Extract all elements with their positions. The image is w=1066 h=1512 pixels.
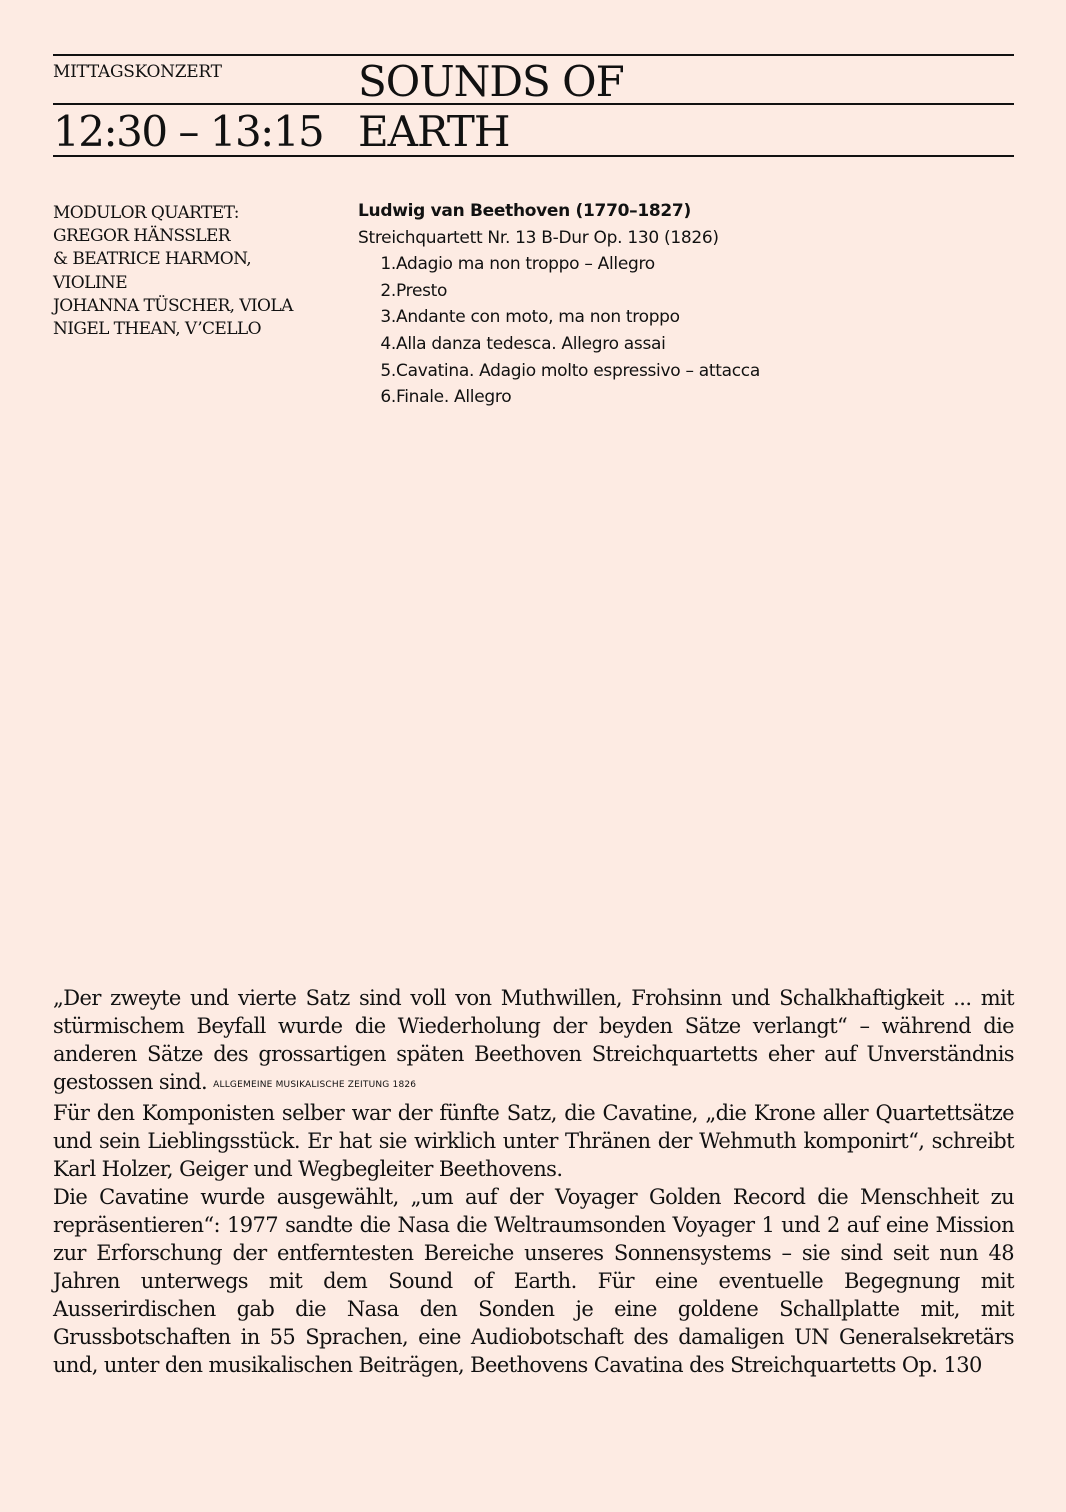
note-paragraph: Die Cavatine wurde ausgewählt, „um auf der Voyager Golden Record die Menschheit zu repräsentieren“: 1977 sandte die Nasa die Weltraumsonden Voyager 1 und 2 auf eine Mission zur Erforschung der entferntesten Bereiche unseres Sonnensystems – sie sind seit nun 48 Jahren unterwegs mit dem Sound of Earth. Für eine eventuelle Begegnung mit Ausserirdischen gab die Nasa den Sonden je eine goldene Schallplatte mit, mit Grussbotschaften in 55 Sprachen, eine Audiobotschaft des damaligen UN Generalsekretärs und, unter den musikalischen Beiträgen, Beethovens Cavatina des Streichquartetts Op. 130: [53, 1185, 1014, 1377]
movement-title: Adagio ma non troppo – Allegro: [396, 254, 655, 275]
movement-list: [358, 251, 1008, 411]
movement-title: Finale. Allegro: [396, 387, 512, 408]
movement-number: 6.: [380, 387, 396, 408]
movement-title: Andante con moto, ma non troppo: [396, 307, 680, 328]
performer-line: JOHANNA TÜSCHER, VIOLA: [53, 295, 293, 316]
movement-number: 5.: [380, 360, 396, 381]
title-line-1: SOUNDS OF: [358, 57, 624, 106]
performer-line: GREGOR HÄNSSLER: [53, 226, 230, 247]
concert-type-label: MITTAGSKONZERT: [53, 62, 222, 82]
movement-number: 3.: [380, 307, 396, 328]
movement-item: [358, 251, 1008, 278]
program-notes: [53, 984, 1014, 1379]
movement-item: [358, 304, 1008, 331]
movement-item: [358, 384, 1008, 411]
note-paragraph: Für den Komponisten selber war der fünfte Satz, die Cavatine, „die Krone aller Quartettsätze und sein Lieblingsstück. Er hat sie wirklich unter Thränen der Wehmuth komponirt“, schreibt Karl Holzer, Geiger und Wegbegleiter Beethovens.: [53, 1101, 1014, 1181]
performers-list: [53, 202, 343, 341]
quote-paragraph: [53, 984, 1014, 1099]
program-block: [358, 198, 1008, 411]
performer-line: VIOLINE: [53, 272, 128, 293]
concert-time: 12:30 – 13:15: [53, 107, 324, 156]
movement-number: 4.: [380, 333, 396, 354]
movement-title: Alla danza tedesca. Allegro assai: [396, 333, 666, 354]
movement-item: [358, 278, 1008, 305]
title-line-2: EARTH: [358, 107, 510, 156]
quote-text: „Der zweyte und vierte Satz sind voll von Muthwillen, Frohsinn und Schalkhaftigkeit ... mit stürmischem Beyfall wurde die Wiederholung der beyden Sätze verlangt“ – während die anderen Sätze des grossartigen späten Beethoven Streichquartetts eher auf Unverständnis gestossen sind.: [53, 986, 1014, 1094]
work-title: Streichquartett Nr. 13 B-Dur Op. 130 (1826): [358, 227, 719, 248]
composer-name: Ludwig van Beethoven (1770–1827): [358, 201, 691, 221]
movement-title: Presto: [396, 280, 448, 301]
movement-number: 2.: [380, 280, 396, 301]
movement-title: Cavatina. Adagio molto espressivo – attacca: [396, 360, 760, 381]
movement-number: 1.: [380, 254, 396, 275]
performer-line: NIGEL THEAN, V’CELLO: [53, 319, 261, 340]
quote-source: ALLGEMEINE MUSIKALISCHE ZEITUNG 1826: [213, 1080, 417, 1090]
performer-line: & BEATRICE HARMON,: [53, 249, 252, 270]
movement-item: [358, 331, 1008, 358]
movement-item: [358, 358, 1008, 385]
performer-line: MODULOR QUARTET:: [53, 203, 239, 223]
